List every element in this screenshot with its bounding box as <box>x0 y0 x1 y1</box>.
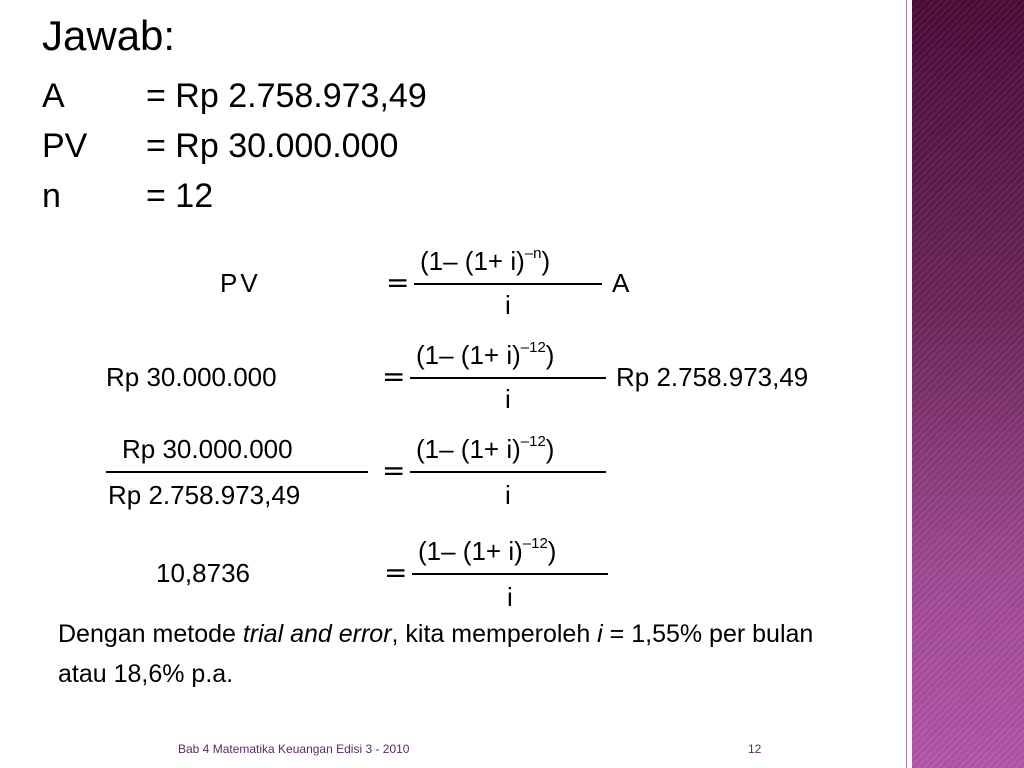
eq4-num-base: (1– (1+ i) <box>418 536 523 566</box>
eq1-num-base: (1– (1+ i) <box>420 246 525 276</box>
conclusion-text <box>58 614 858 694</box>
slide-title: Jawab: <box>42 12 176 59</box>
conclusion-part-1: Dengan metode <box>58 620 243 648</box>
eq3-lhs-denominator: Rp 2.758.973,49 <box>108 480 301 510</box>
eq4-num-exponent: –12 <box>522 535 548 552</box>
eq3-numerator <box>416 434 554 469</box>
eq1-num-close: ) <box>541 246 551 276</box>
conclusion-method-italic: trial and error <box>242 620 392 648</box>
eq2-denominator: i <box>505 384 511 414</box>
given-label-a: A <box>42 77 65 115</box>
conclusion-part-3: = 1,55% per bulan atau 18,6% p.a. <box>58 620 814 688</box>
decorative-sidebar <box>912 0 1024 768</box>
eq4-fraction-bar <box>412 573 608 575</box>
eq2-num-base: (1– (1+ i) <box>416 340 521 370</box>
eq2-rhs: Rp 2.758.973,49 <box>616 362 809 392</box>
eq4-denominator: i <box>507 582 513 612</box>
eq3-lhs-fraction-bar <box>106 471 368 473</box>
conclusion-part-2: , kita memperoleh <box>391 620 598 648</box>
eq4-equals: = <box>384 556 408 589</box>
eq4-lhs: 10,8736 <box>156 558 250 588</box>
eq2-num-exponent: –12 <box>520 339 546 356</box>
eq1-num-exponent: –n <box>524 245 542 262</box>
eq4-numerator <box>418 536 556 571</box>
eq1-fraction-bar <box>414 283 602 285</box>
eq3-denominator: i <box>505 480 511 510</box>
eq2-num-close: ) <box>545 340 555 370</box>
given-value-pv: = Rp 30.000.000 <box>146 127 399 165</box>
given-value-n: = 12 <box>146 177 214 215</box>
eq4-num-close: ) <box>547 536 557 566</box>
eq2-lhs: Rp 30.000.000 <box>106 362 277 392</box>
given-value-a: = Rp 2.758.973,49 <box>146 77 427 115</box>
eq3-equals: = <box>382 454 406 487</box>
eq1-numerator <box>420 246 550 281</box>
footer-source: Bab 4 Matematika Keuangan Edisi 3 - 2010 <box>178 742 410 756</box>
eq2-equals: = <box>382 360 406 393</box>
eq3-num-exponent: –12 <box>520 433 546 450</box>
eq3-num-close: ) <box>545 434 555 464</box>
eq3-num-base: (1– (1+ i) <box>416 434 521 464</box>
eq1-equals: = <box>386 266 410 299</box>
eq2-fraction-bar <box>410 377 606 379</box>
sidebar-divider <box>906 0 907 768</box>
conclusion-variable-italic: i <box>597 620 603 648</box>
given-label-n: n <box>42 177 61 215</box>
eq1-denominator: i <box>505 290 511 320</box>
eq3-lhs-numerator: Rp 30.000.000 <box>122 434 293 464</box>
eq2-numerator <box>416 340 554 375</box>
given-label-pv: PV <box>42 127 88 165</box>
page-number: 12 <box>748 742 762 756</box>
eq1-rhs: A <box>612 268 630 298</box>
eq3-fraction-bar <box>410 471 606 473</box>
eq1-lhs: PV <box>220 268 261 298</box>
